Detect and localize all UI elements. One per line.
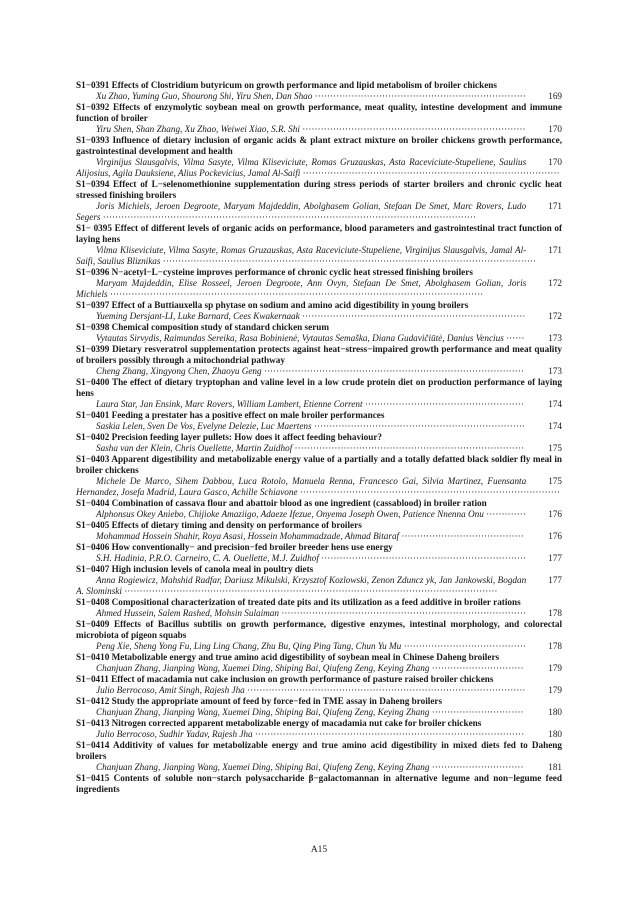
entry-authors: Laura Star, Jan Ensink, Marc Rovers, William Lambert, Etienne Corrent (96, 399, 363, 409)
toc-entry (76, 300, 562, 322)
dot-leader: ····················································································· (297, 487, 560, 497)
toc-entry (76, 696, 562, 718)
entry-page-number: 178 (526, 608, 562, 619)
entry-page-number: 178 (526, 641, 562, 652)
toc-entry (76, 322, 562, 344)
entry-title: S1−0414 Additivity of values for metabolizable energy and true amino acid digestibility in mixed diets fed to Daheng broilers (76, 740, 562, 761)
entry-page-number: 176 (526, 531, 562, 542)
toc-entry (76, 267, 562, 300)
entry-authors: Joris Michiels, Jeroen Degroote, Maryam Majdeddin, Abolghasem Golian, Stefaan De Smet, Marc Rovers, Ludo Segers (76, 201, 527, 222)
entry-title: S1−0404 Combination of cassava flour and abattoir blood as one ingredient (cassablood) in broiler ration (76, 498, 487, 508)
entry-authors-row (76, 421, 562, 432)
toc-entry (76, 740, 562, 773)
entry-page-number: 177 (526, 553, 562, 564)
entry-title: S1−0392 Effects of enzymolytic soybean meal on growth performance, meat quality, intestine development and immune function of broiler (76, 102, 562, 123)
entry-page-number: 180 (526, 707, 562, 718)
toc-entry (76, 179, 562, 223)
toc-entry (76, 564, 562, 597)
entry-title: S1−0394 Effect of L−selenomethionine supplementation during stress periods of starter broilers and chronic cyclic heat stressed finishing broilers (76, 179, 562, 200)
entry-authors: Yueming Dersjant-LI, Luke Barnard, Cees Kwakernaak (96, 311, 300, 321)
entry-page-number: 172 (526, 278, 562, 289)
toc-entry (76, 718, 562, 740)
dot-leader: ········································ (399, 531, 524, 541)
entry-page-number: 173 (526, 333, 562, 344)
entry-authors-row (76, 124, 562, 135)
entry-authors-row (76, 575, 562, 597)
entry-authors: Julio Berrocoso, Sudhir Yadav, Rajesh Jha (96, 729, 253, 739)
dot-leader: ··························································································· (244, 685, 526, 695)
table-of-contents (76, 80, 562, 795)
page-number: A15 (310, 845, 328, 855)
entry-page-number: 174 (526, 399, 562, 410)
entry-page-number: 170 (526, 124, 562, 135)
entry-authors: Vytautas Sirvydis, Raimundas Sereika, Rasa Bobinienė, Vytautas Semaška, Diana Gudavičiūtė, Danius Vencius (96, 333, 504, 343)
dot-leader: ······························ (429, 762, 524, 772)
dot-leader: ··································································· (318, 553, 527, 563)
entry-title: S1−0400 The effect of dietary tryptophan and valine level in a low crude protein diet on production performance of laying hens (76, 377, 562, 398)
entry-title: S1−0396 N−acetyl−L−cysteine improves performance of chronic cyclic heat stressed finishing broilers (76, 267, 473, 277)
entry-authors: Ahmed Hussein, Salem Rashed, Mohsin Sulaiman (96, 608, 279, 618)
entry-title: S1−0401 Feeding a prestater has a positive effect on male broiler performances (76, 410, 385, 420)
entry-authors: Cheng Zhang, Xingyong Chen, Zhaoyu Geng (96, 366, 262, 376)
entry-page-number: 169 (526, 91, 562, 102)
entry-authors: Alphonsus Okey Aniebo, Chijioke Amaziigo, Adaeze Ifezue, Onyema Joseph Owen, Patience Nnenna Onu (96, 509, 484, 519)
entry-authors-row (76, 443, 562, 454)
entry-authors-row (76, 509, 562, 520)
toc-entry (76, 344, 562, 377)
entry-title: S1−0410 Metabolizable energy and true amino acid digestibility of soybean meal in Chinese Daheng broilers (76, 652, 500, 662)
entry-title: S1−0391 Effects of Clostridium butyricum on growth performance and lipid metabolism of broiler chickens (76, 80, 497, 90)
toc-entry (76, 652, 562, 674)
entry-page-number: 176 (526, 509, 562, 520)
entry-title: S1−0403 Apparent digestibility and metabolizable energy value of a partially and a totally defatted black soldier fly meal in broiler chickens (76, 454, 562, 475)
toc-entry (76, 773, 562, 795)
entry-authors: Michele De Marco, Sihem Dabbou, Luca Rotolo, Manuela Renna, Francesco Gai, Silvia Martinez, Fuensanta Hernandez, Josefa Madrid, Laura Gasco, Achille Schiavone (76, 476, 527, 497)
toc-entry (76, 498, 562, 520)
dot-leader: ········································································· (299, 124, 526, 134)
entry-authors: Sasha van der Klein, Chris Ouellette, Martin Zuidhof (96, 443, 293, 453)
entry-authors-row (76, 531, 562, 542)
toc-entry (76, 223, 562, 267)
entry-page-number: 173 (526, 366, 562, 377)
toc-entry (76, 520, 562, 542)
entry-authors-row (76, 333, 562, 344)
entry-authors: Anna Rogiewicz, Mahshid Radfar, Dariusz Mikulski, Krzysztof Kozlowski, Zenon Zduncz yk, Jan Jankowski, Bogdan A. Slominski (76, 575, 527, 596)
entry-authors-row (76, 366, 562, 377)
toc-entry (76, 135, 562, 179)
entry-title: S1−0402 Precision feeding layer pullets: How does it affect feeding behaviour? (76, 432, 383, 442)
entry-authors-row (76, 201, 562, 223)
entry-title: S1− 0395 Effect of different levels of organic acids on performance, blood parameters and gastrointestinal tract function of laying hens (76, 223, 562, 244)
entry-authors-row (76, 762, 562, 773)
entry-authors-row (76, 91, 562, 102)
entry-title: S1−0397 Effect of a Buttiauxella sp phytase on sodium and amino acid digestibility in young broilers (76, 300, 469, 310)
entry-page-number: 179 (526, 663, 562, 674)
entry-page-number: 179 (526, 685, 562, 696)
entry-authors-row (76, 399, 562, 410)
dot-leader: ················································································ (278, 608, 527, 618)
toc-entry (76, 674, 562, 696)
entry-authors-row (76, 729, 562, 740)
dot-leader: ··········································································· (292, 443, 525, 453)
entry-authors: Yiru Shen, Shan Zhang, Xu Zhao, Weiwei Xiao, S.R. Shi (96, 124, 300, 134)
entry-authors: Vilma Kliseviciute, Vilma Sasyte, Romas Gruzauskas, Asta Raceviciute-Stupeliene, Virginijus Slausgalvis, Jamal Al-Saifi, Saulius Bliznikas (76, 245, 527, 266)
entry-page-number: 171 (526, 201, 562, 212)
toc-entry (76, 619, 562, 652)
dot-leader: ····································································· (311, 421, 525, 431)
toc-entry (76, 80, 562, 102)
dot-leader: ·························································································································· (107, 289, 484, 299)
entry-title: S1−0405 Effects of dietary timing and density on performance of broilers (76, 520, 362, 530)
entry-authors-row (76, 553, 562, 564)
entry-authors: Mohammad Hossein Shahir, Roya Asasi, Hossein Mohammadzade, Ahmad Bitaraf (96, 531, 400, 541)
entry-authors: S.H. Hadinia, P.R.O. Carneiro, C. A. Ouellette, M.J. Zuidhof (96, 553, 319, 563)
entry-title: S1−0393 Influence of dietary inclusion of organic acids & plant extract mixture on broiler chickens growth performance, gastrointestinal development and health (76, 135, 562, 156)
entry-page-number: 170 (526, 157, 562, 168)
entry-page-number: 174 (526, 421, 562, 432)
entry-page-number: 181 (526, 762, 562, 773)
entry-title: S1−0412 Study the appropriate amount of feed by force−fed in TME assay in Daheng broilers (76, 696, 443, 706)
entry-authors-row (76, 663, 562, 674)
entry-authors: Chanjuan Zhang, Jianping Wang, Xuemei Ding, Shiping Bai, Qiufeng Zeng, Keying Zhang (96, 762, 430, 772)
dot-leader: ···················································· (362, 399, 524, 409)
entry-title: S1−0408 Compositional characterization of treated date pits and its utilization as a feed additive in broiler rations (76, 597, 521, 607)
entry-authors-row (76, 157, 562, 179)
entry-authors: Xu Zhao, Yuming Guo, Shourong Shi, Yiru Shen, Dan Shao (96, 91, 313, 101)
dot-leader: ············· (483, 509, 526, 519)
dot-leader: ···················································································· (300, 168, 560, 178)
entry-title: S1−0409 Effects of Bacillus subtilis on growth performance, digestive enzymes, intestinal morphology, and colorectal microbiota of pigeon squabs (76, 619, 562, 640)
entry-authors-row (76, 278, 562, 300)
entry-authors-row (76, 311, 562, 322)
entry-title: S1−0406 How conventionally− and precision−fed broiler breeder hens use energy (76, 542, 393, 552)
entry-authors: Maryam Majdeddin, Elise Rosseel, Jeroen Degroote, Ann Ovyn, Stefaan De Smet, Abolghasem Golian, Joris Michiels (76, 278, 527, 299)
entry-page-number: 175 (526, 476, 562, 487)
entry-authors: Chanjuan Zhang, Jianping Wang, Xuemei Ding, Shiping Bai, Qiufeng Zeng, Keying Zhang (96, 663, 430, 673)
toc-entry (76, 377, 562, 410)
entry-authors-row (76, 608, 562, 619)
dot-leader: ·························································································································· (100, 212, 477, 222)
entry-authors-row (76, 685, 562, 696)
entry-authors: Virginijus Slausgalvis, Vilma Sasyte, Vilma Kliseviciute, Romas Gruzauskas, Asta Raceviciute-Stupeliene, Saulius Alijosius, Agila Dauksiene, Alius Pockevicius, Jamal Al-Saifi (76, 157, 527, 178)
entry-authors-row (76, 476, 562, 498)
entry-page-number: 175 (526, 443, 562, 454)
dot-leader: ····································································· (312, 91, 526, 101)
toc-entry (76, 542, 562, 564)
entry-title: S1−0411 Effect of macadamia nut cake inclusion on growth performance of pasture raised broiler chickens (76, 674, 494, 684)
entry-title: S1−0398 Chemical composition study of standard chicken serum (76, 322, 330, 332)
dot-leader: ······························ (429, 663, 524, 673)
dot-leader: ······ (503, 333, 525, 343)
entry-authors-row (76, 641, 562, 652)
toc-entry (76, 597, 562, 619)
entry-authors-row (76, 707, 562, 718)
entry-authors: Chanjuan Zhang, Jianping Wang, Xuemei Ding, Shiping Bai, Qiufeng Zeng, Keying Zhang (96, 707, 430, 717)
entry-page-number: 172 (526, 311, 562, 322)
dot-leader: ········································ (401, 641, 526, 651)
entry-page-number: 171 (526, 245, 562, 256)
dot-leader: ························································································ (252, 729, 525, 739)
toc-entry (76, 432, 562, 454)
dot-leader: ········································································· (299, 311, 526, 321)
dot-leader: ·························································································································· (160, 256, 537, 266)
entry-title: S1−0399 Dietary resveratrol supplementation protects against heat−stress−impaired growth performance and meat quality of broilers possibly through a mitochondrial pathway (76, 344, 562, 365)
toc-entry (76, 102, 562, 135)
entry-title: S1−0415 Contents of soluble non−starch polysaccharide β−galactomannan in alternative legume and non−legume feed ingredients (76, 773, 562, 794)
entry-page-number: 180 (526, 729, 562, 740)
entry-authors: Julio Berrocoso, Amit Singh, Rajesh Jha (96, 685, 245, 695)
entry-authors: Peng Xie, Sheng Yong Fu, Ling Ling Chang, Zhu Bu, Qing Ping Tang, Chun Yu Mu (96, 641, 402, 651)
dot-leader: ······························ (429, 707, 524, 717)
entry-title: S1−0413 Nitrogen corrected apparent metabolizable energy of macadamia nut cake for broiler chickens (76, 718, 482, 728)
entry-page-number: 177 (526, 575, 562, 586)
toc-entry (76, 410, 562, 432)
dot-leader: ····················································································· (261, 366, 524, 376)
entry-authors-row (76, 245, 562, 267)
dot-leader: ·························································································································· (121, 586, 498, 596)
entry-title: S1−0407 High inclusion levels of canola meal in poultry diets (76, 564, 314, 574)
entry-authors: Saskia Lelen, Sven De Vos, Evelyne Delezie, Luc Maertens (96, 421, 312, 431)
toc-entry (76, 454, 562, 498)
